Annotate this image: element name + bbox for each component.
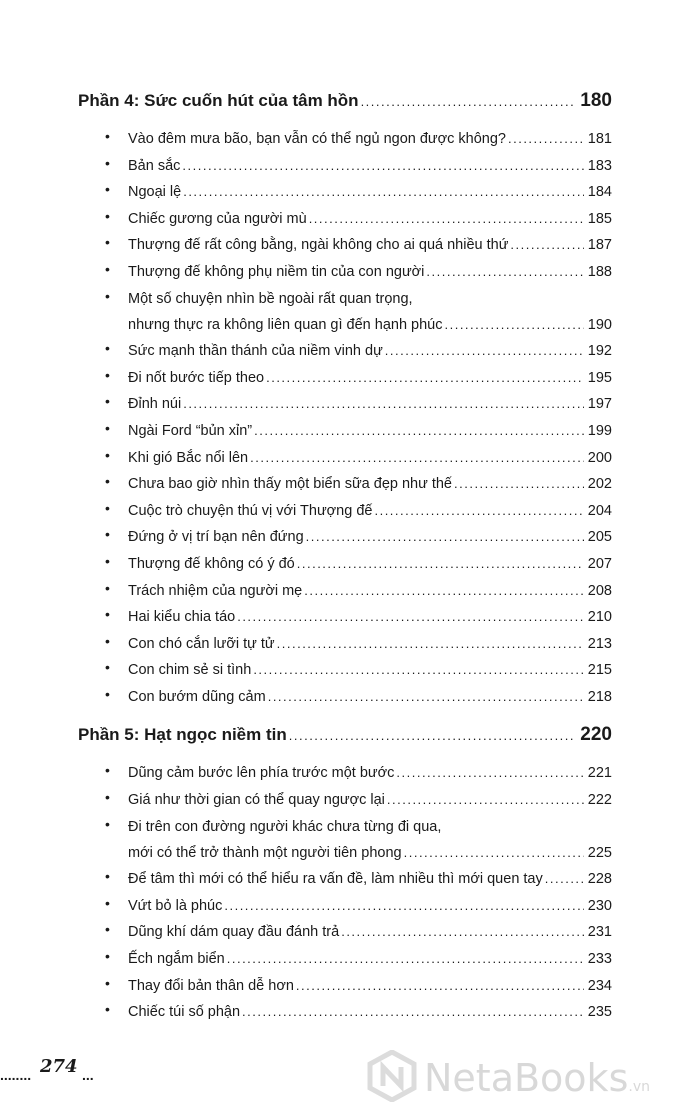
- leader-dots: [444, 312, 583, 339]
- leader-dots: [277, 631, 584, 658]
- entry-page-number: 215: [587, 662, 612, 679]
- toc-entry[interactable]: [78, 471, 612, 498]
- leader-dots: [510, 232, 583, 259]
- bullet-icon: •: [105, 868, 110, 885]
- entry-page-number: 221: [587, 765, 612, 782]
- entry-title: Bản sắc: [128, 157, 181, 174]
- toc-entry[interactable]: [78, 760, 612, 787]
- entry-page-number: 230: [587, 897, 612, 914]
- leader-dots: [454, 471, 584, 498]
- bullet-icon: •: [105, 894, 110, 911]
- entry-page-number: 200: [587, 449, 612, 466]
- entry-title: Cuộc trò chuyện thú vị với Thượng đế: [128, 502, 373, 519]
- toc-entry[interactable]: [78, 604, 612, 631]
- toc-entry[interactable]: [78, 551, 612, 578]
- toc-entry[interactable]: [78, 232, 612, 259]
- entry-page-number: 190: [587, 316, 612, 333]
- toc-entry[interactable]: [78, 684, 612, 711]
- toc-entry[interactable]: [78, 126, 612, 153]
- entry-title: Thượng đế không có ý đó: [128, 555, 295, 572]
- entry-title: Thay đổi bản thân dễ hơn: [128, 977, 294, 994]
- toc-entry[interactable]: [78, 578, 612, 605]
- leader-dots: [385, 338, 584, 365]
- entry-page-number: 181: [587, 131, 612, 147]
- bullet-icon: •: [105, 632, 110, 649]
- entry-page-number: 199: [587, 422, 612, 439]
- leader-dots: [183, 179, 584, 206]
- footer-trailing-dots: ...: [82, 1067, 94, 1083]
- bullet-icon: •: [105, 207, 110, 224]
- bullet-icon: •: [105, 1001, 110, 1018]
- entry-page-number: 207: [587, 555, 612, 572]
- toc-entry[interactable]: [78, 153, 612, 180]
- toc-entry[interactable]: [78, 631, 612, 658]
- entry-page-number: 197: [587, 396, 612, 413]
- leader-dots: [266, 365, 584, 392]
- leader-dots: [253, 657, 583, 684]
- leader-dots: [361, 94, 577, 109]
- entry-page-number: 205: [587, 529, 612, 546]
- entry-title: Ngài Ford “bủn xỉn”: [128, 422, 253, 439]
- entry-title: Dũng khí dám quay đầu đánh trả: [128, 924, 340, 941]
- entry-title: Chiếc gương của người mù: [128, 210, 307, 227]
- leader-dots: [341, 919, 584, 946]
- toc-entry[interactable]: [78, 286, 612, 339]
- entry-page-number: 192: [587, 343, 612, 360]
- toc-entry[interactable]: [78, 657, 612, 684]
- entry-page-number: 188: [587, 263, 612, 280]
- section-page-number: 180: [580, 90, 612, 111]
- toc-entry[interactable]: [78, 365, 612, 392]
- entry-title: Giá như thời gian có thể quay ngược lại: [128, 792, 385, 809]
- entry-title: Đi nốt bước tiếp theo: [128, 369, 265, 386]
- bullet-icon: •: [105, 128, 110, 144]
- entry-title: Khi gió Bắc nổi lên: [128, 449, 249, 466]
- entry-page-number: 231: [587, 924, 612, 941]
- bullet-icon: •: [105, 260, 110, 277]
- toc-entry[interactable]: [78, 999, 612, 1026]
- leader-dots: [237, 604, 584, 631]
- section-title: Phần 4: Sức cuốn hút của tâm hồn: [78, 91, 359, 110]
- leader-dots: [254, 418, 584, 445]
- bullet-icon: •: [105, 921, 110, 938]
- toc-entry[interactable]: [78, 259, 612, 286]
- leader-dots: [404, 840, 584, 867]
- leader-dots: [227, 946, 584, 973]
- entry-page-number: 228: [587, 871, 612, 888]
- toc-entry[interactable]: [78, 787, 612, 814]
- netabooks-logo-icon: [366, 1050, 418, 1102]
- toc-entry[interactable]: [78, 946, 612, 973]
- entry-title-line1: Một số chuyện nhìn bề ngoài rất quan trọng,: [128, 290, 413, 307]
- entry-title: nhưng thực ra không liên quan gì đến hạnh phúc: [128, 316, 443, 333]
- section-title: Phần 5: Hạt ngọc niềm tin: [78, 725, 287, 745]
- toc-entry[interactable]: [78, 338, 612, 365]
- entry-title-line1: Đi trên con đường người khác chưa từng đi qua,: [128, 818, 442, 835]
- entry-page-number: 218: [587, 688, 612, 705]
- entry-page-number: 213: [587, 635, 612, 652]
- toc-entry[interactable]: [78, 445, 612, 472]
- bullet-icon: •: [105, 393, 110, 410]
- section-page-number: 220: [580, 724, 612, 746]
- bullet-icon: •: [105, 340, 110, 357]
- leader-dots: [242, 999, 584, 1026]
- watermark: [366, 1050, 696, 1112]
- entry-title: Thượng đế không phụ niềm tin của con người: [128, 263, 425, 280]
- section-heading[interactable]: [78, 86, 612, 126]
- toc-entry[interactable]: [78, 498, 612, 525]
- leader-dots: [224, 893, 583, 920]
- bullet-icon: •: [105, 948, 110, 965]
- entry-page-number: 222: [587, 792, 612, 809]
- footer-dots: ........: [0, 1067, 32, 1083]
- bullet-icon: •: [105, 287, 110, 304]
- entry-title: Hai kiểu chia táo: [128, 609, 236, 626]
- entry-page-number: 183: [587, 157, 612, 174]
- toc-entry[interactable]: [78, 866, 612, 893]
- bullet-icon: •: [105, 181, 110, 198]
- entry-title: Vứt bỏ là phúc: [128, 897, 223, 914]
- leader-dots: [508, 126, 584, 153]
- leader-dots: [387, 787, 584, 814]
- bullet-icon: •: [105, 685, 110, 702]
- entry-page-number: 185: [587, 210, 612, 227]
- toc-entry[interactable]: [78, 391, 612, 418]
- bullet-icon: •: [105, 234, 110, 251]
- entry-page-number: 184: [587, 184, 612, 201]
- entry-page-number: 187: [587, 237, 612, 254]
- bullet-icon: •: [105, 419, 110, 436]
- entry-title: Ếch ngắm biển: [128, 951, 225, 968]
- leader-dots: [183, 391, 584, 418]
- bullet-icon: •: [105, 552, 110, 569]
- leader-dots: [309, 206, 584, 233]
- toc-entry[interactable]: [78, 206, 612, 233]
- entry-title: Vào đêm mưa bão, bạn vẫn có thể ngủ ngon được không?: [128, 131, 506, 147]
- entry-title: Con chó cắn lưỡi tự tử: [128, 635, 275, 652]
- toc-entry[interactable]: [78, 919, 612, 946]
- section-heading[interactable]: [78, 720, 612, 760]
- entry-page-number: 195: [587, 369, 612, 386]
- page-number: 274: [40, 1056, 78, 1077]
- entry-title: Con chim sẻ si tình: [128, 662, 252, 679]
- leader-dots: [268, 684, 584, 711]
- entry-page-number: 208: [587, 582, 612, 599]
- entry-title: mới có thể trở thành một người tiên phong: [128, 844, 402, 861]
- page-footer: [0, 1050, 120, 1090]
- leader-dots: [182, 153, 583, 180]
- entry-page-number: 204: [587, 502, 612, 519]
- bullet-icon: •: [105, 579, 110, 596]
- bullet-icon: •: [105, 526, 110, 543]
- table-of-contents: [78, 86, 612, 1026]
- entry-page-number: 202: [587, 476, 612, 493]
- leader-dots: [426, 259, 583, 286]
- entry-title: Thượng đế rất công bằng, ngài không cho ai quá nhiều thứ: [128, 237, 509, 254]
- bullet-icon: •: [105, 974, 110, 991]
- bullet-icon: •: [105, 473, 110, 490]
- entry-title: Trách nhiệm của người mẹ: [128, 582, 303, 599]
- entry-title: Sức mạnh thần thánh của niềm vinh dự: [128, 343, 383, 360]
- toc-entry[interactable]: [78, 814, 612, 867]
- entry-page-number: 233: [587, 951, 612, 968]
- watermark-brand: NetaBooks.vn: [424, 1056, 650, 1100]
- entry-page-number: 234: [587, 977, 612, 994]
- entry-title: Đỉnh núi: [128, 396, 182, 413]
- entry-title: Đứng ở vị trí bạn nên đứng: [128, 529, 304, 546]
- bullet-icon: •: [105, 446, 110, 463]
- leader-dots: [306, 524, 584, 551]
- bullet-icon: •: [105, 154, 110, 171]
- entry-title: Để tâm thì mới có thể hiểu ra vấn đề, làm nhiều thì mới quen tay: [128, 871, 543, 888]
- section-gap: [78, 710, 612, 720]
- leader-dots: [545, 866, 584, 893]
- bullet-icon: •: [105, 366, 110, 383]
- toc-entry[interactable]: [78, 418, 612, 445]
- leader-dots: [374, 498, 583, 525]
- toc-entry[interactable]: [78, 893, 612, 920]
- toc-entry[interactable]: [78, 179, 612, 206]
- leader-dots: [296, 973, 584, 1000]
- entry-page-number: 225: [587, 844, 612, 861]
- bullet-icon: •: [105, 606, 110, 623]
- entry-title: Dũng cảm bước lên phía trước một bước: [128, 765, 395, 782]
- toc-entry[interactable]: [78, 524, 612, 551]
- entry-title: Chưa bao giờ nhìn thấy một biển sữa đẹp như thế: [128, 476, 452, 493]
- leader-dots: [250, 445, 584, 472]
- bullet-icon: •: [105, 789, 110, 806]
- entry-page-number: 210: [587, 609, 612, 626]
- leader-dots: [304, 578, 584, 605]
- leader-dots: [289, 728, 577, 743]
- bullet-icon: •: [105, 815, 110, 832]
- leader-dots: [297, 551, 584, 578]
- entry-page-number: 235: [587, 1004, 612, 1021]
- toc-entry[interactable]: [78, 973, 612, 1000]
- bullet-icon: •: [105, 659, 110, 676]
- bullet-icon: •: [105, 762, 110, 779]
- bullet-icon: •: [105, 499, 110, 516]
- entry-title: Ngoại lệ: [128, 184, 182, 201]
- entry-title: Con bướm dũng cảm: [128, 688, 266, 705]
- entry-title: Chiếc túi số phận: [128, 1004, 241, 1021]
- leader-dots: [396, 760, 583, 787]
